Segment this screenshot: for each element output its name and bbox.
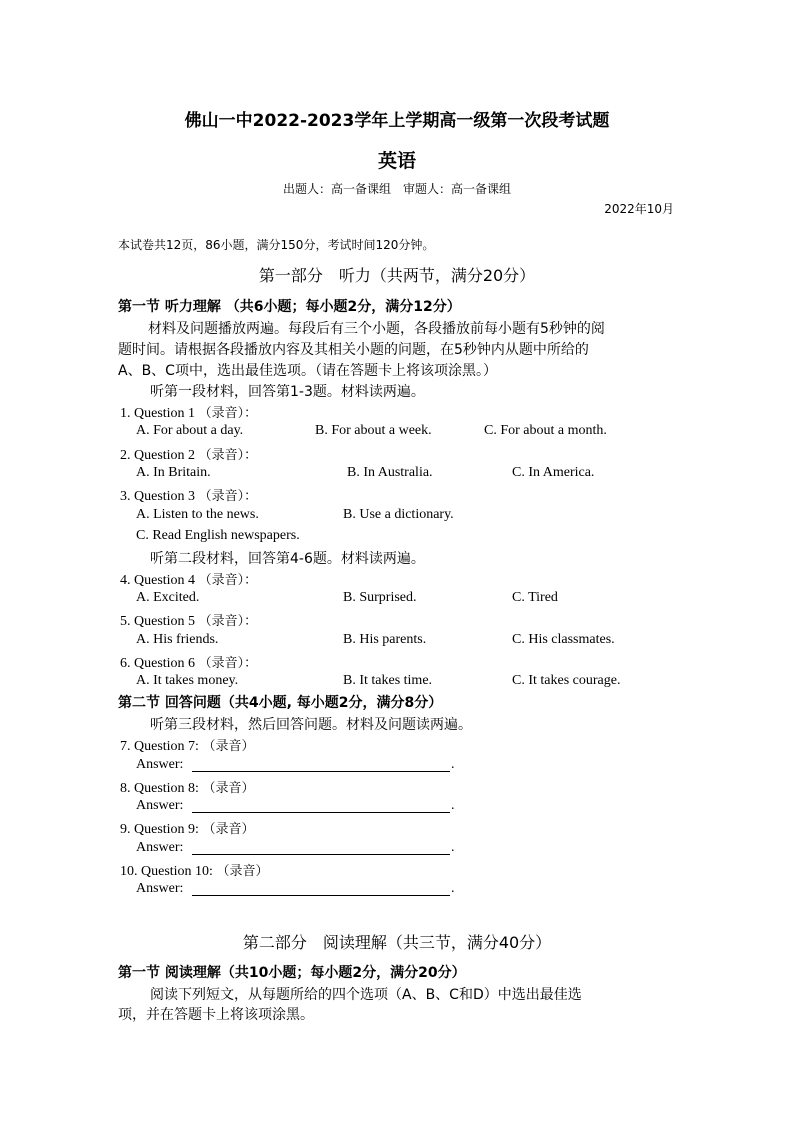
question-stem: 5. Question 5 （录音）：: [120, 614, 258, 629]
answer-label: Answer:: [136, 881, 184, 896]
answer-period: .: [451, 881, 455, 896]
question-stem: 1. Question 1 （录音）：: [120, 406, 258, 421]
option-a[interactable]: A. Listen to the news.: [136, 507, 259, 522]
exam-info: 本试卷共12页，86小题，满分150分，考试时间120分钟。: [118, 238, 435, 252]
exam-date: 2022年10月: [604, 202, 674, 216]
answer-line[interactable]: [192, 812, 450, 813]
option-c[interactable]: C. It takes courage.: [512, 673, 621, 688]
option-c[interactable]: C. For about a month.: [484, 423, 607, 438]
question-stem: 9. Question 9: （录音）: [120, 822, 255, 837]
listening-note: 听第二段材料，回答第4-6题。材料读两遍。: [150, 551, 425, 567]
part2-instruction-line: 项，并在答题卡上将该项涂黑。: [118, 1007, 314, 1023]
answer-period: .: [451, 840, 455, 855]
option-b[interactable]: B. His parents.: [343, 632, 427, 647]
question-stem: 6. Question 6 （录音）：: [120, 656, 258, 671]
part2-instruction-line: 阅读下列短文，从每题所给的四个选项（A、B、C和D）中选出最佳选: [150, 987, 582, 1003]
answer-label: Answer:: [136, 757, 184, 772]
answer-period: .: [451, 798, 455, 813]
option-b[interactable]: B. Use a dictionary.: [343, 507, 454, 522]
answer-label: Answer:: [136, 798, 184, 813]
option-b[interactable]: B. For about a week.: [315, 423, 432, 438]
answer-line[interactable]: [192, 771, 450, 772]
answer-label: Answer:: [136, 840, 184, 855]
option-c[interactable]: C. His classmates.: [512, 632, 615, 647]
option-a[interactable]: A. For about a day.: [136, 423, 244, 438]
answer-period: .: [451, 757, 455, 772]
part1-section2-heading: 第二节 回答问题（共4小题, 每小题2分，满分8分）: [118, 695, 443, 711]
question-stem: 10. Question 10: （录音）: [120, 864, 269, 879]
setters-line: 出题人：高一备课组 审题人：高一备课组: [282, 182, 511, 196]
option-b[interactable]: B. Surprised.: [343, 590, 417, 605]
option-c[interactable]: C. In America.: [512, 465, 595, 480]
part1-instruction-line: 材料及问题播放两遍。每段后有三个小题，各段播放前每小题有5秒钟的阅: [148, 321, 605, 337]
subject-title: 英语: [377, 150, 416, 172]
question-stem: 4. Question 4 （录音）：: [120, 573, 258, 588]
exam-title: 佛山一中2022-2023学年上学期高一级第一次段考试题: [184, 111, 610, 131]
part2-section1-heading: 第一节 阅读理解（共10小题；每小题2分，满分20分）: [118, 965, 466, 981]
listening-note: 听第一段材料，回答第1-3题。材料读两遍。: [150, 384, 425, 400]
question-stem: 3. Question 3 （录音）：: [120, 489, 258, 504]
listening-note: 听第三段材料，然后回答问题。材料及问题读两遍。: [150, 717, 472, 733]
option-a[interactable]: A. It takes money.: [136, 673, 239, 688]
option-c[interactable]: C. Read English newspapers.: [136, 528, 300, 543]
option-a[interactable]: A. In Britain.: [136, 465, 211, 480]
part1-heading: 第一部分 听力（共两节，满分20分）: [258, 266, 536, 285]
part1-instruction-line: 题时间。请根据各段播放内容及其相关小题的问题，在5秒钟内从题中所给的: [118, 342, 589, 358]
part1-section1-heading: 第一节 听力理解 （共6小题；每小题2分，满分12分）: [118, 299, 461, 315]
option-a[interactable]: A. Excited.: [136, 590, 200, 605]
option-b[interactable]: B. It takes time.: [343, 673, 433, 688]
answer-line[interactable]: [192, 895, 450, 896]
option-a[interactable]: A. His friends.: [136, 632, 219, 647]
part1-instruction-line: A、B、C项中，选出最佳选项。（请在答题卡上将该项涂黑。）: [118, 363, 497, 379]
question-stem: 8. Question 8: （录音）: [120, 781, 255, 796]
answer-line[interactable]: [192, 854, 450, 855]
part2-heading: 第二部分 阅读理解（共三节，满分40分）: [242, 933, 552, 952]
question-stem: 2. Question 2 （录音）：: [120, 448, 258, 463]
question-stem: 7. Question 7: （录音）: [120, 739, 255, 754]
option-b[interactable]: B. In Australia.: [347, 465, 433, 480]
option-c[interactable]: C. Tired: [512, 590, 558, 605]
